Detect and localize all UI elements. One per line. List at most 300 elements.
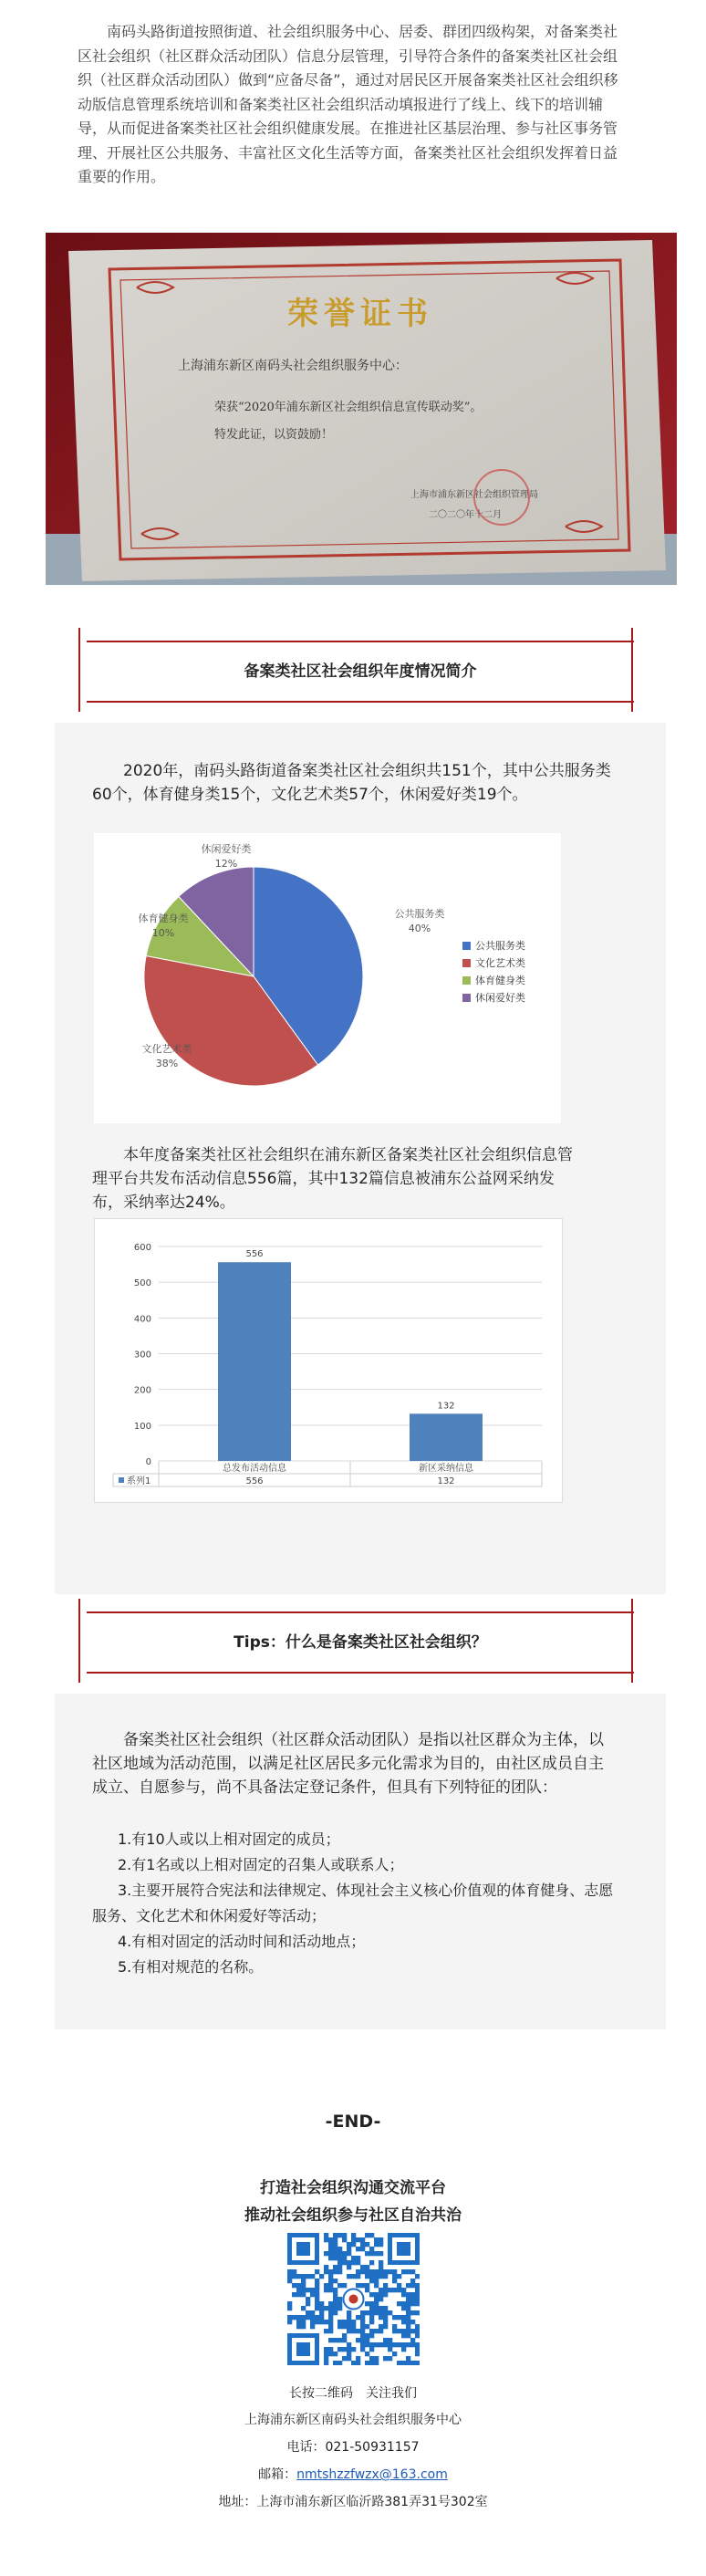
qr-module	[410, 2310, 415, 2315]
qr-module	[337, 2324, 342, 2329]
qr-module	[410, 2279, 415, 2283]
qr-module	[379, 2274, 383, 2279]
qr-module	[401, 2292, 406, 2297]
qr-module	[379, 2260, 383, 2265]
section2-header-bar-left	[78, 1599, 80, 1683]
qr-module	[406, 2333, 410, 2338]
qr-module	[388, 2356, 392, 2361]
pie-legend-swatch-3	[462, 976, 471, 985]
bar-table-value-1: 556	[245, 1476, 264, 1486]
bar-chart	[95, 1219, 562, 1502]
qr-module	[383, 2324, 388, 2329]
qr-module	[342, 2320, 347, 2324]
qr-module	[415, 2310, 420, 2315]
qr-module	[328, 2329, 333, 2333]
qr-module	[356, 2356, 360, 2361]
qr-module	[369, 2247, 374, 2251]
qr-module	[337, 2297, 342, 2301]
qr-module	[351, 2324, 356, 2329]
qr-module	[315, 2279, 319, 2283]
qr-module	[374, 2361, 379, 2365]
qr-module	[401, 2342, 406, 2347]
qr-module	[369, 2251, 374, 2256]
qr-module	[401, 2269, 406, 2274]
qr-module	[415, 2292, 420, 2297]
qr-module	[406, 2356, 410, 2361]
qr-module	[410, 2342, 415, 2347]
qr-module	[406, 2283, 410, 2288]
qr-module	[379, 2315, 383, 2320]
qr-module	[365, 2274, 369, 2279]
qr-module	[383, 2274, 388, 2279]
qr-module	[374, 2242, 379, 2247]
qr-module	[415, 2347, 420, 2352]
org-name: 上海浦东新区南码头社会组织服务中心	[244, 2413, 462, 2427]
qr-module	[337, 2301, 342, 2306]
qr-module	[328, 2247, 333, 2251]
qr-module	[392, 2352, 397, 2356]
qr-module	[392, 2269, 397, 2274]
qr-module	[406, 2361, 410, 2365]
qr-module	[392, 2342, 397, 2347]
qr-module	[328, 2347, 333, 2352]
qr-module	[401, 2315, 406, 2320]
qr-module	[328, 2301, 333, 2306]
bar-2	[410, 1413, 483, 1461]
qr-module	[415, 2324, 420, 2329]
bar-data-label-1: 556	[245, 1249, 264, 1260]
qr-module	[319, 2274, 324, 2279]
certificate-photo	[46, 233, 677, 585]
qr-module	[365, 2242, 369, 2247]
qr-module	[401, 2288, 406, 2292]
qr-module	[406, 2310, 410, 2315]
qr-module	[301, 2315, 306, 2320]
qr-module	[392, 2279, 397, 2283]
qr-module	[351, 2237, 356, 2242]
qr-module	[324, 2352, 328, 2356]
qr-module	[379, 2324, 383, 2329]
bar-chart-card	[94, 1218, 563, 1503]
qr-module	[292, 2283, 296, 2288]
qr-module	[342, 2356, 347, 2361]
qr-module	[415, 2333, 420, 2338]
qr-module	[369, 2274, 374, 2279]
qr-module	[374, 2237, 379, 2242]
qr-module	[365, 2338, 369, 2342]
qr-module	[410, 2269, 415, 2274]
qr-module	[397, 2283, 401, 2288]
qr-module	[415, 2297, 420, 2301]
qr-module	[287, 2301, 292, 2306]
pie-legend-label-2: 文化艺术类	[475, 957, 525, 969]
qr-module	[296, 2292, 301, 2297]
qr-module	[360, 2329, 365, 2333]
qr-module	[342, 2260, 347, 2265]
qr-module	[369, 2320, 374, 2324]
qr-module	[383, 2315, 388, 2320]
qr-module	[365, 2233, 369, 2237]
qr-module	[324, 2265, 328, 2269]
qr-module	[292, 2315, 296, 2320]
qr-module	[374, 2292, 379, 2297]
qr-module	[337, 2306, 342, 2310]
qr-module	[388, 2269, 392, 2274]
pie-legend-swatch-4	[462, 994, 471, 1002]
qr-module	[397, 2274, 401, 2279]
pie-legend-label-1: 公共服务类	[475, 940, 525, 952]
qr-module	[333, 2352, 337, 2356]
qr-module	[388, 2338, 392, 2342]
qr-module	[369, 2260, 374, 2265]
qr-module	[388, 2288, 392, 2292]
qr-module	[356, 2237, 360, 2242]
qr-module	[406, 2342, 410, 2347]
qr-module	[397, 2301, 401, 2306]
qr-module	[333, 2269, 337, 2274]
qr-module	[383, 2338, 388, 2342]
qr-module	[392, 2315, 397, 2320]
qr-module	[333, 2233, 337, 2237]
qr-module	[328, 2315, 333, 2320]
qr-module	[356, 2269, 360, 2274]
qr-module	[310, 2315, 315, 2320]
qr-module	[337, 2283, 342, 2288]
qr-module	[292, 2274, 296, 2279]
qr-module	[360, 2347, 365, 2352]
qr-module	[401, 2329, 406, 2333]
qr-module	[328, 2320, 333, 2324]
certificate-heading: 荣誉证书	[287, 296, 433, 332]
end-marker: -END-	[325, 2112, 381, 2132]
qr-module	[406, 2324, 410, 2329]
qr-module	[296, 2288, 301, 2292]
qr-module	[315, 2306, 319, 2310]
qr-module	[306, 2288, 310, 2292]
qr-module	[410, 2320, 415, 2324]
section1-title: 备案类社区社会组织年度情况简介	[244, 662, 477, 681]
qr-module	[365, 2269, 369, 2274]
qr-module	[392, 2329, 397, 2333]
qr-module	[296, 2274, 301, 2279]
qr-module	[324, 2329, 328, 2333]
qr-module	[397, 2315, 401, 2320]
qr-module	[379, 2292, 383, 2297]
pie-chart-card	[94, 833, 561, 1123]
qr-module	[360, 2247, 365, 2251]
qr-module	[351, 2347, 356, 2352]
qr-module	[383, 2283, 388, 2288]
certificate-date: 二〇二〇年十二月	[429, 510, 502, 520]
qr-module	[337, 2233, 342, 2237]
qr-module	[374, 2269, 379, 2274]
certificate-issuer: 上海市浦东新区社会组织管理局	[410, 490, 538, 500]
pie-legend-swatch-1	[462, 942, 471, 950]
qr-module	[337, 2320, 342, 2324]
qr-module	[342, 2333, 347, 2338]
qr-module	[360, 2324, 365, 2329]
qr-module	[351, 2260, 356, 2265]
qr-module	[397, 2288, 401, 2292]
qr-module	[369, 2356, 374, 2361]
qr-module	[406, 2297, 410, 2301]
qr-module	[319, 2301, 324, 2306]
qr-module	[296, 2324, 301, 2329]
qr-module	[310, 2274, 315, 2279]
qr-module	[406, 2320, 410, 2324]
qr-module	[333, 2251, 337, 2256]
qr-module	[379, 2265, 383, 2269]
qr-module	[315, 2292, 319, 2297]
qr-module	[328, 2310, 333, 2315]
qr-module	[347, 2352, 351, 2356]
qr-module	[328, 2288, 333, 2292]
qr-module	[337, 2361, 342, 2365]
section1-header	[87, 641, 634, 703]
qr-module	[374, 2279, 379, 2283]
qr-module	[333, 2247, 337, 2251]
qr-module	[360, 2242, 365, 2247]
pie-slice-percent-1: 40%	[408, 923, 431, 934]
qr-module	[374, 2306, 379, 2310]
qr-module	[397, 2342, 401, 2347]
qr-module	[315, 2297, 319, 2301]
qr-module	[369, 2233, 374, 2237]
qr-module	[383, 2356, 388, 2361]
qr-module	[347, 2320, 351, 2324]
qr-module	[342, 2251, 347, 2256]
qr-module	[356, 2260, 360, 2265]
qr-module	[351, 2233, 356, 2237]
qr-module	[360, 2269, 365, 2274]
qr-module	[360, 2265, 365, 2269]
qr-module	[379, 2242, 383, 2247]
qr-module	[324, 2283, 328, 2288]
qr-module	[315, 2288, 319, 2292]
qr-module	[401, 2347, 406, 2352]
qr-module	[319, 2310, 324, 2315]
qr-module	[337, 2251, 342, 2256]
qr-module	[324, 2233, 328, 2237]
qr-module	[306, 2274, 310, 2279]
qr-module	[379, 2237, 383, 2242]
pie-slice-label-4: 休闲爱好类	[201, 843, 252, 855]
qr-module	[337, 2347, 342, 2352]
qr-module	[347, 2347, 351, 2352]
section2-title: Tips：什么是备案类社区社会组织？	[234, 1633, 487, 1652]
qr-module	[415, 2342, 420, 2347]
qr-module	[333, 2242, 337, 2247]
section1-para2: 本年度备案类社区社会组织在浦东新区备案类社区社会组织信息管理平台共发布活动信息556篇，其中132篇信息被浦东公益网采纳发布，采纳率达24%。	[92, 1146, 573, 1212]
qr-module	[324, 2306, 328, 2310]
qr-module	[347, 2265, 351, 2269]
qr-module	[383, 2306, 388, 2310]
qr-module	[347, 2260, 351, 2265]
qr-module	[369, 2333, 374, 2338]
qr-module	[342, 2338, 347, 2342]
qr-module	[337, 2247, 342, 2251]
qr-module	[356, 2361, 360, 2365]
qr-module	[328, 2251, 333, 2256]
qr-module	[347, 2274, 351, 2279]
qr-module	[406, 2315, 410, 2320]
qr-module	[388, 2347, 392, 2352]
qr-module	[301, 2292, 306, 2297]
qr-module	[287, 2306, 292, 2310]
qr-module	[324, 2320, 328, 2324]
qr-module	[333, 2306, 337, 2310]
qr-module	[360, 2315, 365, 2320]
qr-module	[301, 2279, 306, 2283]
qr-module	[360, 2338, 365, 2342]
qr-module	[301, 2306, 306, 2310]
qr-module	[333, 2361, 337, 2365]
section2-header-bar-right	[631, 1599, 633, 1683]
qr-module	[347, 2342, 351, 2347]
qr-module	[379, 2329, 383, 2333]
qr-module	[410, 2283, 415, 2288]
qr-module	[310, 2324, 315, 2329]
qr-module	[356, 2329, 360, 2333]
qr-module	[365, 2361, 369, 2365]
qr-code[interactable]	[287, 2233, 420, 2365]
qr-module	[306, 2315, 310, 2320]
phone: 电话：021-50931157	[286, 2440, 420, 2455]
qr-module	[401, 2333, 406, 2338]
qr-module	[406, 2301, 410, 2306]
qr-module	[337, 2265, 342, 2269]
qr-module	[397, 2329, 401, 2333]
qr-module	[406, 2292, 410, 2297]
qr-module	[315, 2320, 319, 2324]
qr-module	[379, 2306, 383, 2310]
qr-module	[369, 2342, 374, 2347]
qr-module	[301, 2288, 306, 2292]
qr-module	[360, 2283, 365, 2288]
qr-module	[315, 2315, 319, 2320]
qr-module	[383, 2288, 388, 2292]
criteria-item-3: 3.主要开展符合宪法和法律规定、体现社会主义核心价值观的体育健身、志愿服务、文化艺术和休闲爱好等活动；	[92, 1882, 614, 1924]
qr-module	[347, 2356, 351, 2361]
qr-module	[287, 2279, 292, 2283]
qr-module	[374, 2342, 379, 2347]
qr-module	[333, 2292, 337, 2297]
qr-module	[392, 2274, 397, 2279]
bar-y-tick: 300	[133, 1350, 151, 1361]
criteria-item-2: 2.有1名或以上相对固定的召集人或联系人；	[118, 1856, 404, 1873]
pie-slice-percent-4: 12%	[214, 858, 238, 870]
qr-module	[328, 2256, 333, 2260]
qr-finder-core	[397, 2242, 410, 2256]
qr-module	[342, 2283, 347, 2288]
qr-module	[356, 2283, 360, 2288]
qr-module	[369, 2279, 374, 2283]
qr-module	[310, 2292, 315, 2297]
qr-module	[287, 2315, 292, 2320]
qr-module	[415, 2288, 420, 2292]
address: 地址：上海市浦东新区临沂路381弄31号302室	[218, 2495, 488, 2509]
qr-module	[328, 2352, 333, 2356]
qr-module	[351, 2256, 356, 2260]
qr-module	[356, 2338, 360, 2342]
bar-y-tick: 0	[145, 1457, 151, 1467]
qr-module	[342, 2324, 347, 2329]
qr-module	[369, 2361, 374, 2365]
qr-module	[301, 2283, 306, 2288]
qr-module	[379, 2342, 383, 2347]
qr-module	[410, 2329, 415, 2333]
qr-module	[333, 2237, 337, 2242]
qr-module	[351, 2242, 356, 2247]
qr-module	[333, 2338, 337, 2342]
qr-module	[296, 2320, 301, 2324]
qr-module	[374, 2283, 379, 2288]
qr-module	[324, 2356, 328, 2361]
bar-y-tick: 200	[133, 1385, 151, 1396]
qr-module	[319, 2315, 324, 2320]
qr-module	[328, 2306, 333, 2310]
qr-module	[337, 2256, 342, 2260]
qr-module	[392, 2324, 397, 2329]
qr-module	[347, 2310, 351, 2315]
qr-module	[296, 2283, 301, 2288]
qr-module	[347, 2242, 351, 2247]
qr-finder-core	[296, 2242, 310, 2256]
qr-module	[401, 2320, 406, 2324]
qr-module	[379, 2297, 383, 2301]
qr-module	[306, 2310, 310, 2315]
qr-module	[374, 2356, 379, 2361]
qr-module	[333, 2288, 337, 2292]
qr-module	[415, 2329, 420, 2333]
qr-module	[365, 2310, 369, 2315]
criteria-item-1: 1.有10人或以上相对固定的成员；	[118, 1830, 340, 1848]
qr-module	[374, 2301, 379, 2306]
qr-module	[333, 2310, 337, 2315]
qr-module	[415, 2301, 420, 2306]
criteria-item-5: 5.有相对规范的名称。	[118, 1958, 264, 1976]
section1-header-bar-left	[78, 628, 80, 712]
qr-module	[379, 2288, 383, 2292]
qr-module	[401, 2301, 406, 2306]
qr-module	[310, 2320, 315, 2324]
intro-paragraph: 南码头路街道按照街道、社会组织服务中心、居委、群团四级构架，对备案类社区社会组织（社区群众活动团队）信息分层管理，引导符合条件的备案类社区社会组织（社区群众活动团队）做到“应备尽备”，通过对居民区开展备案类社区社会组织移动版信息管理系统培训和备案类社区社会组织活动填报进行了线上、线下的培训辅导，从而促进备案类社区社会组织健康发展。在推进社区基层治理、参与社区事务管理、开展社区公共服务、丰富社区文化生活等方面，备案类社区社会组织发挥着日益重要的作用。	[78, 23, 618, 185]
qr-module	[360, 2237, 365, 2242]
email-link[interactable]: nmtshzzfwzx@163.com	[296, 2467, 448, 2482]
qr-module	[306, 2297, 310, 2301]
qr-module	[360, 2333, 365, 2338]
qr-module	[351, 2320, 356, 2324]
qr-module	[374, 2274, 379, 2279]
qr-module	[337, 2269, 342, 2274]
qr-module	[374, 2329, 379, 2333]
qr-module	[328, 2324, 333, 2329]
qr-module	[369, 2292, 374, 2297]
qr-module	[406, 2269, 410, 2274]
qr-module	[333, 2265, 337, 2269]
qr-module	[351, 2329, 356, 2333]
qr-module	[319, 2320, 324, 2324]
qr-module	[287, 2274, 292, 2279]
qr-module	[315, 2269, 319, 2274]
pie-slice-label-2: 文化艺术类	[141, 1043, 192, 1055]
qr-module	[292, 2269, 296, 2274]
qr-module	[328, 2338, 333, 2342]
pie-legend-label-4: 休闲爱好类	[475, 992, 525, 1004]
qr-module	[369, 2347, 374, 2352]
qr-module	[383, 2310, 388, 2315]
qr-module	[365, 2324, 369, 2329]
